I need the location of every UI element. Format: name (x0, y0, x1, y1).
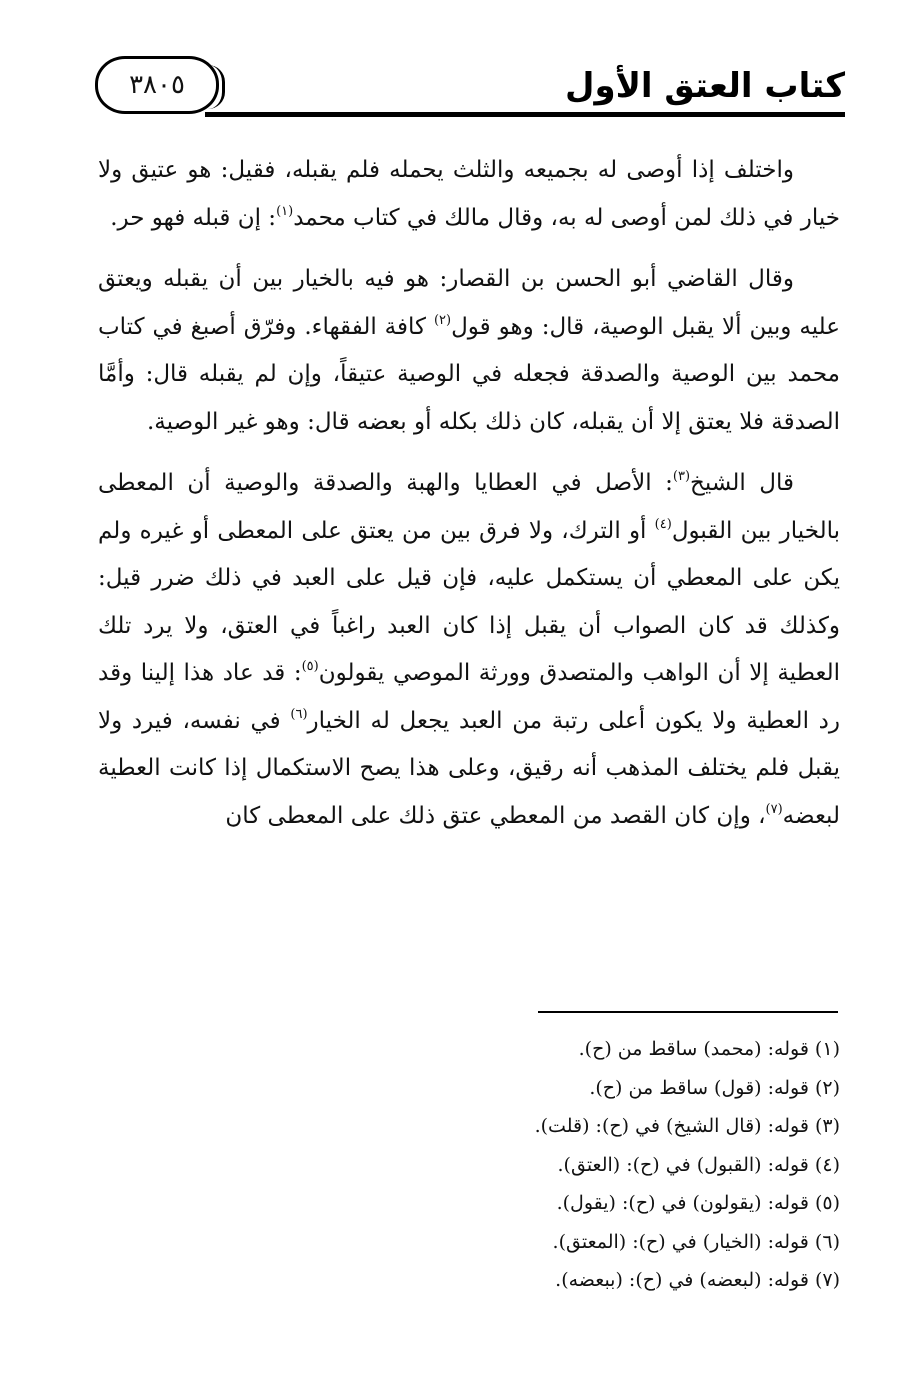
paragraph (98, 460, 840, 840)
footnote-ref: (٥) (301, 659, 319, 674)
text-run: كافة الفقهاء. وفرّق أصبغ في كتاب محمد بين الوصية والصدقة فجعله في الوصية عتيقاً، وإن لم يقبله قال: وأمَّا الصدقة فلا يعتق إلا أن يقبله، كان ذلك بكله أو بعضه قال: وهو غير الوصية. (98, 313, 840, 435)
text-run: قال الشيخ (690, 470, 794, 496)
footnote-ref: (٦) (290, 706, 308, 722)
main-text (98, 147, 840, 854)
footnote: (١) قوله: (محمد) ساقط من (ح). (578, 1038, 840, 1060)
page-title: كتاب العتق الأول (564, 66, 845, 106)
footnote-ref: (٢) (433, 312, 452, 328)
footnote: (٧) قوله: (لبعضه) في (ح): (ببعضه). (555, 1269, 840, 1291)
text-run: ، وإن كان القصد من المعطي عتق ذلك على المعطى كان (225, 802, 766, 829)
paragraph (98, 147, 840, 242)
page-number: ٣٨٠٥ (129, 70, 185, 100)
text-run: في نفسه، فيرد ولا يقبل فلم يختلف المذهب أنه رقيق، وعلى هذا يصح الاستكمال إذا كانت العطية لبعضه (98, 707, 840, 829)
footnote: (٢) قوله: (قول) ساقط من (ح). (589, 1076, 840, 1099)
paragraph (98, 256, 840, 446)
footnotes (320, 1030, 840, 1300)
footnote-ref: (٧) (765, 801, 783, 817)
footnote: (٥) قوله: (يقولون) في (ح): (يقول). (556, 1192, 840, 1214)
footnote-ref: (٤) (654, 516, 672, 532)
footnote: (٦) قوله: (الخيار) في (ح): (المعتق). (552, 1230, 840, 1253)
text-run: أو الترك، ولا فرق بين من يعتق على المعطى أو غيره ولم يكن على المعطي أن يستكمل عليه، فإن قيل على العبد في ذلك ضرر قيل: وكذلك قد كان الصواب أن يقبل إذا كان العبد راغباً في العتق، ولا يرد تلك العطية إلا أن الواهب والمتصدق وورثة الموصي يقولون (98, 517, 840, 686)
text-run: وقال القاضي أبو الحسن بن القصار: هو فيه بالخيار بين أن يقبله ويعتق عليه وبين ألا يقبل الوصية، قال: وهو قول (98, 266, 840, 340)
text-run: : الأصل في العطايا والهبة والصدقة والوصية أن المعطى بالخيار بين القبول (98, 470, 841, 544)
text-run: واختلف إذا أوصى له بجميعه والثلث يحمله فلم يقبله، فقيل: هو عتيق ولا خيار في ذلك لمن أوصى له به، وقال مالك في كتاب محمد (98, 157, 840, 231)
text-run: : إن قبله فهو حر. (110, 204, 277, 231)
footnote-ref: (٣) (672, 469, 691, 484)
footnote: (٤) قوله: (القبول) في (ح): (العتق). (557, 1153, 840, 1176)
footnote-ref: (١) (276, 203, 294, 219)
footnote-separator (538, 1011, 838, 1013)
page-number-badge (95, 56, 219, 114)
footnote: (٣) قوله: (قال الشيخ) في (ح): (قلت). (534, 1115, 840, 1137)
header-rule (205, 112, 845, 117)
text-run: : قد عاد هذا إلينا وقد رد العطية ولا يكون أعلى رتبة من العبد يجعل له الخيار (98, 660, 841, 734)
page-header (95, 48, 845, 128)
